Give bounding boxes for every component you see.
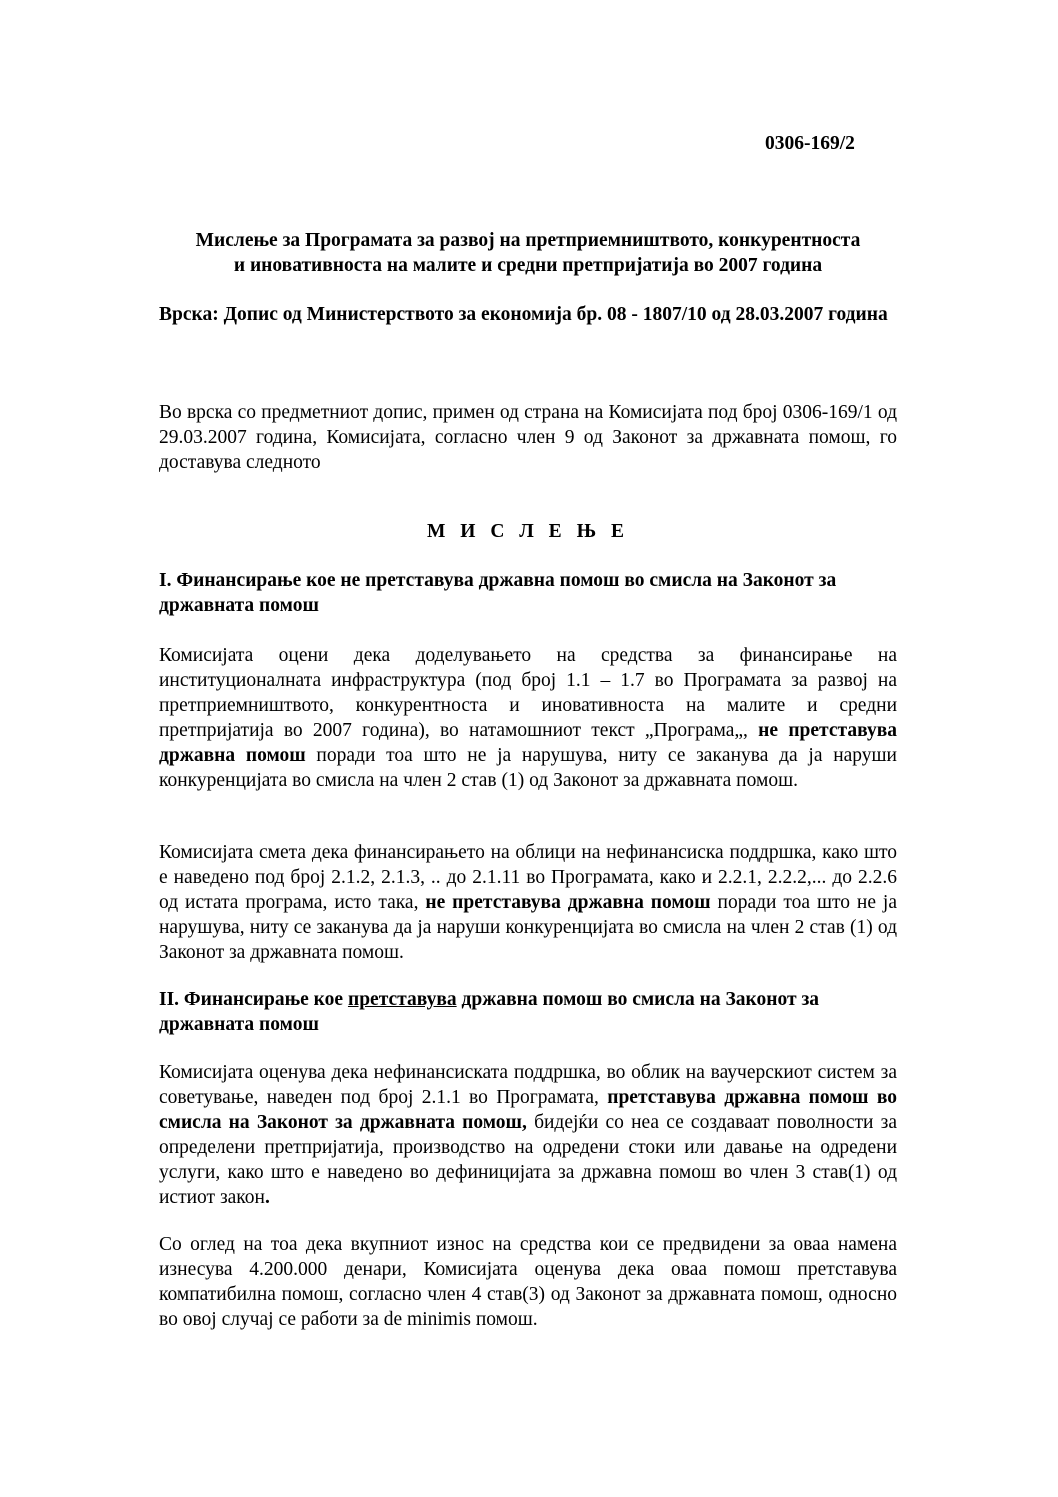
- paragraph-1-text: Комисијата оцени дека доделувањето на средства за финансирање на институционалната инфраструктура (под број 1.1 – 1.7 во Програмата за развој на претприемништвото, конкурентноста и иновативноста на малите и средни претпријатија во 2007 година), во натамошниот текст „Програма„,: [159, 645, 897, 741]
- paragraph-1-emphasis: не претставува државна помош: [159, 720, 897, 766]
- paragraph-2: [159, 840, 897, 965]
- paragraph-3-text: Комисијата оценува дека нефинансиската поддршка, во облик на ваучерскиот систем за советување, наведен под број 2.1.1 во Програмата,: [159, 1062, 897, 1108]
- reference-number: 0306-169/2: [765, 133, 855, 154]
- intro-paragraph: Во врска со предметниот допис, примен од страна на Комисијата под број 0306-169/1 од 29.03.2007 година, Комисијата, согласно член 9 од Законот за државната помош, го доставува следното: [159, 402, 897, 473]
- section-2-text: II. Финансирање кое: [159, 989, 348, 1010]
- paragraph-4: Со оглед на тоа дека вкупниот износ на средства кои се предвидени за оваа намена изнесува 4.200.000 денари, Комисијата оценува дека оваа помош претставува компатибилна помош, согласно член 4 став(3) од Законот за државната помош, односно во овој случај се работи за de minimis помош.: [159, 1234, 897, 1330]
- opinion-heading: М И С Л Е Њ Е: [427, 521, 629, 542]
- section-2-heading: [159, 987, 897, 1037]
- reference-line: Врска: Допис од Министерството за економија бр. 08 - 1807/10 од 28.03.2007 година: [159, 304, 888, 325]
- paragraph-2-text: Комисијата смета дека финансирањето на облици на нефинансиска поддршка, како што е наведено под број 2.1.2, 2.1.3, .. до 2.1.11 во Програмата, како и 2.2.1, 2.2.2,... до 2.2.6 од истата програма, исто така,: [159, 842, 897, 913]
- section-2-underlined: претставува: [347, 989, 457, 1010]
- paragraph-3: [159, 1060, 897, 1210]
- paragraph-3-period: .: [264, 1187, 270, 1208]
- document-title: [159, 228, 897, 278]
- paragraph-1-text-end: поради тоа што не ја нарушува, ниту се закaнува да ја наруши конкуренцијата во смисла на член 2 став (1) од Законот за државната помош.: [159, 745, 897, 791]
- paragraph-2-emphasis: не претставува државна помош: [425, 892, 711, 913]
- title-line-1: Мислење за Програмата за развој на претприемништвото, конкурентноста: [195, 230, 861, 251]
- paragraph-3-text-mid: бидејќи со неа се создаваат поволности за определени претпријатија, производство на одредени стоки или давање на одредени услуги, како што е наведено во дефиницијата за државна помош во член 3 став(1) од истиот закон: [159, 1112, 897, 1208]
- paragraph-1: [159, 643, 897, 793]
- section-1-heading: I. Финансирање кое не претставува државна помош во смисла на Законот за државната помош: [159, 570, 837, 616]
- paragraph-2-text-end: поради тоа што не ја нарушува, ниту се заканува да ја наруши конкуренцијата во смисла на член 2 став (1) од Законот за државната помош.: [159, 892, 897, 963]
- title-line-2: и иновативноста на малите и средни претпријатија во 2007 година: [233, 255, 823, 276]
- paragraph-3-emphasis: претставува државна помош во смисла на Законот за државната помош,: [159, 1087, 897, 1133]
- section-2-text-end: државна помош во смисла на Законот за државната помош: [159, 989, 820, 1035]
